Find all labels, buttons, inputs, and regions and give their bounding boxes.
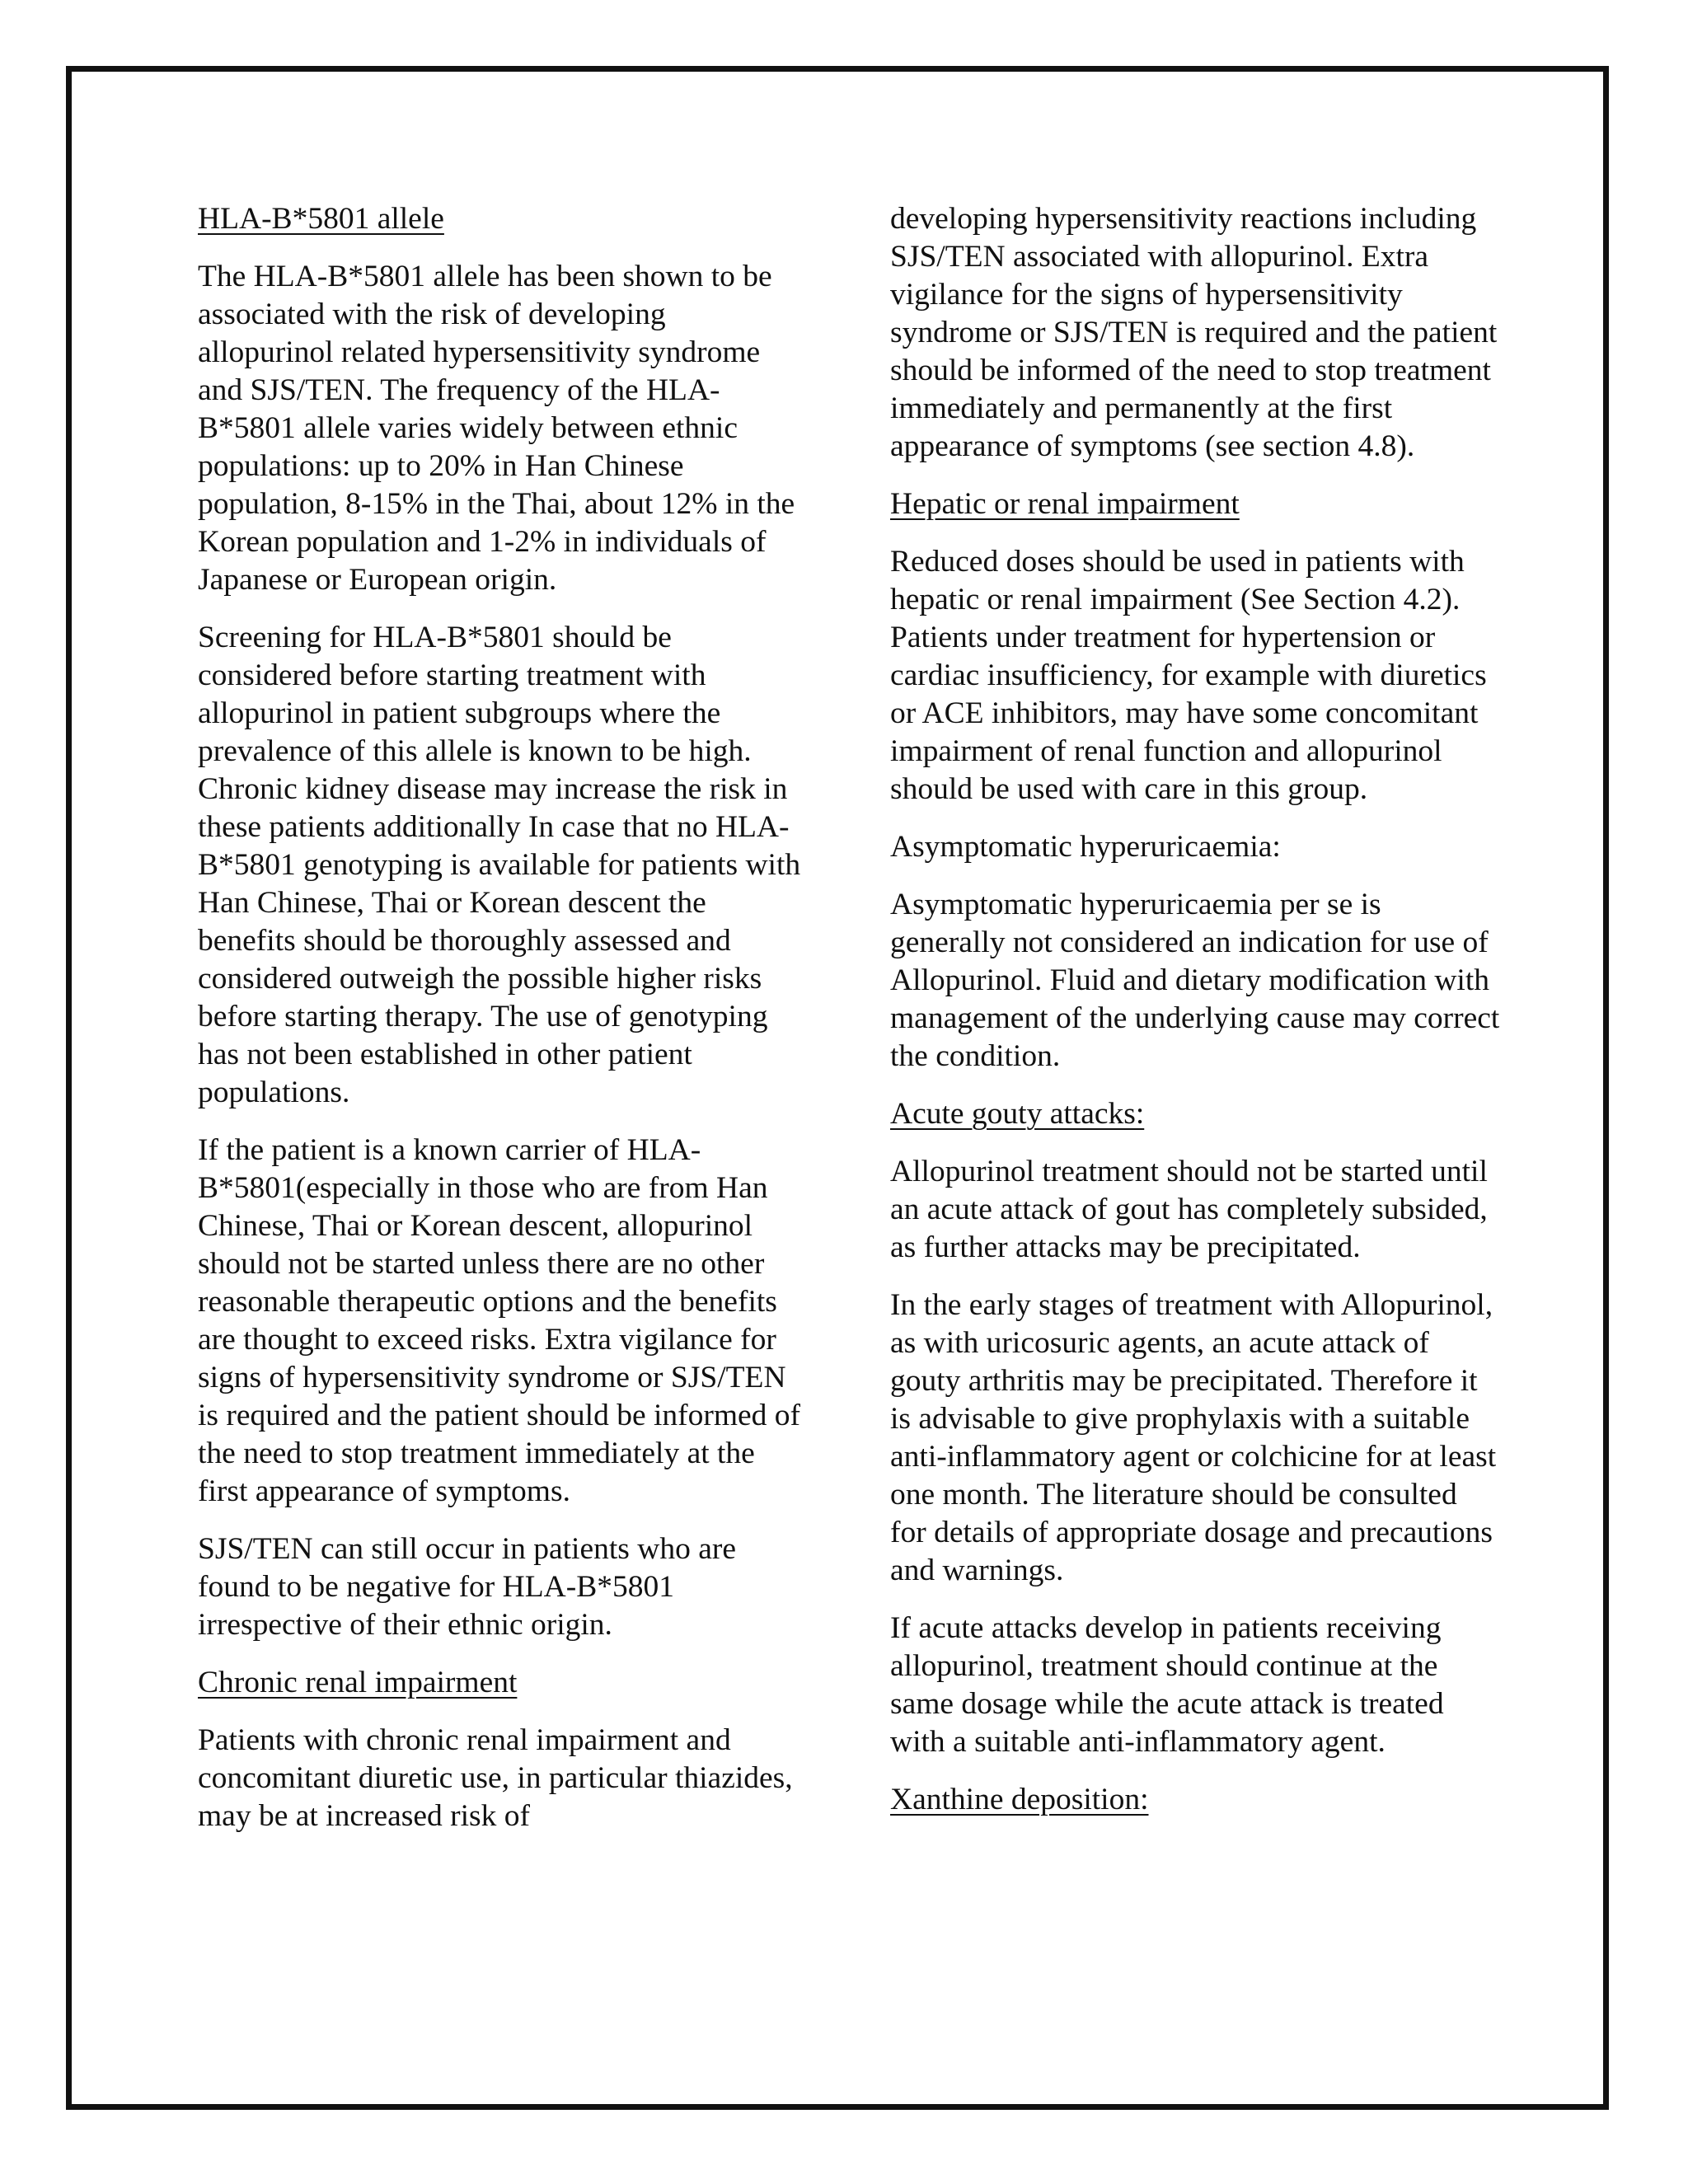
paragraph-asymptomatic: Asymptomatic hyperuricaemia per se is generally not considered an indication for use of Allopurinol. Fluid and dietary modification with management of the underlying cause may correct the condition.	[890, 888, 1500, 1073]
left-column	[198, 200, 808, 1855]
section-heading-chronic-renal: Chronic renal impairment	[198, 1666, 518, 1699]
section-heading-acute-gouty: Acute gouty attacks:	[890, 1097, 1145, 1131]
section-heading-hepatic-renal: Hepatic or renal impairment	[890, 487, 1240, 521]
paragraph-chronic-renal: Patients with chronic renal impairment and concomitant diuretic use, in particular thiazides, may be at increased risk of	[198, 1723, 793, 1833]
paragraph-acute-prophylaxis: In the early stages of treatment with Allopurinol, as with uricosuric agents, an acute attack of gouty arthritis may be precipitated. Therefore it is advisable to give prophylaxis with a suitable anti-inflammatory agent or colchicine for at least one month. The literature should be consulted for details of appropriate dosage and precautions and warnings.	[890, 1288, 1497, 1587]
paragraph-hla-association: The HLA-B*5801 allele has been shown to be associated with the risk of developing allopurinol related hypersensitivity syndrome and SJS/TEN. The frequency of the HLA-B*5801 allele varies widely between ethnic populations: up to 20% in Han Chinese population, 8-15% in the Thai, about 12% in the Korean population and 1-2% in individuals of Japanese or European origin.	[198, 260, 795, 597]
paragraph-hla-carrier: If the patient is a known carrier of HLA-B*5801(especially in those who are from Han Chinese, Thai or Korean descent, allopurinol should not be started unless there are no other reasonable therapeutic options and the benefits are thought to exceed risks. Extra vigilance for signs of hypersensitivity syndrome or SJS/TEN is required and the patient should be informed of the need to stop treatment immediately at the first appearance of symptoms.	[198, 1133, 801, 1508]
paragraph-chronic-renal-continued: developing hypersensitivity reactions including SJS/TEN associated with allopurinol. Extra vigilance for the signs of hypersensitivity syndrome or SJS/TEN is required and the patient should be informed of the need to stop treatment immediately and permanently at the first appearance of symptoms (see section 4.8).	[890, 202, 1498, 463]
section-heading-asymptomatic: Asymptomatic hyperuricaemia:	[890, 830, 1281, 864]
right-column	[890, 200, 1500, 1839]
section-heading-xanthine: Xanthine deposition:	[890, 1783, 1149, 1816]
paragraph-hla-negative: SJS/TEN can still occur in patients who are found to be negative for HLA-B*5801 irrespective of their ethnic origin.	[198, 1532, 736, 1642]
paragraph-hla-screening: Screening for HLA-B*5801 should be considered before starting treatment with allopurinol in patient subgroups where the prevalence of this allele is known to be high. Chronic kidney disease may increase the risk in these patients additionally In case that no HLA-B*5801 genotyping is available for patients with Han Chinese, Thai or Korean descent the benefits should be thoroughly assessed and considered outweigh the possible higher risks before starting therapy. The use of genotyping has not been established in other patient populations.	[198, 621, 801, 1109]
paragraph-acute-continue: If acute attacks develop in patients receiving allopurinol, treatment should continue at the same dosage while the acute attack is treated with a suitable anti-inflammatory agent.	[890, 1611, 1444, 1759]
paragraph-hepatic-renal: Reduced doses should be used in patients with hepatic or renal impairment (See Section 4.2). Patients under treatment for hypertension or cardiac insufficiency, for example with diuretics or ACE inhibitors, may have some concomitant impairment of renal function and allopurinol should be used with care in this group.	[890, 545, 1487, 806]
section-heading-hla-b5801: HLA-B*5801 allele	[198, 202, 444, 236]
paragraph-acute-start: Allopurinol treatment should not be started until an acute attack of gout has completely subsided, as further attacks may be precipitated.	[890, 1155, 1488, 1264]
